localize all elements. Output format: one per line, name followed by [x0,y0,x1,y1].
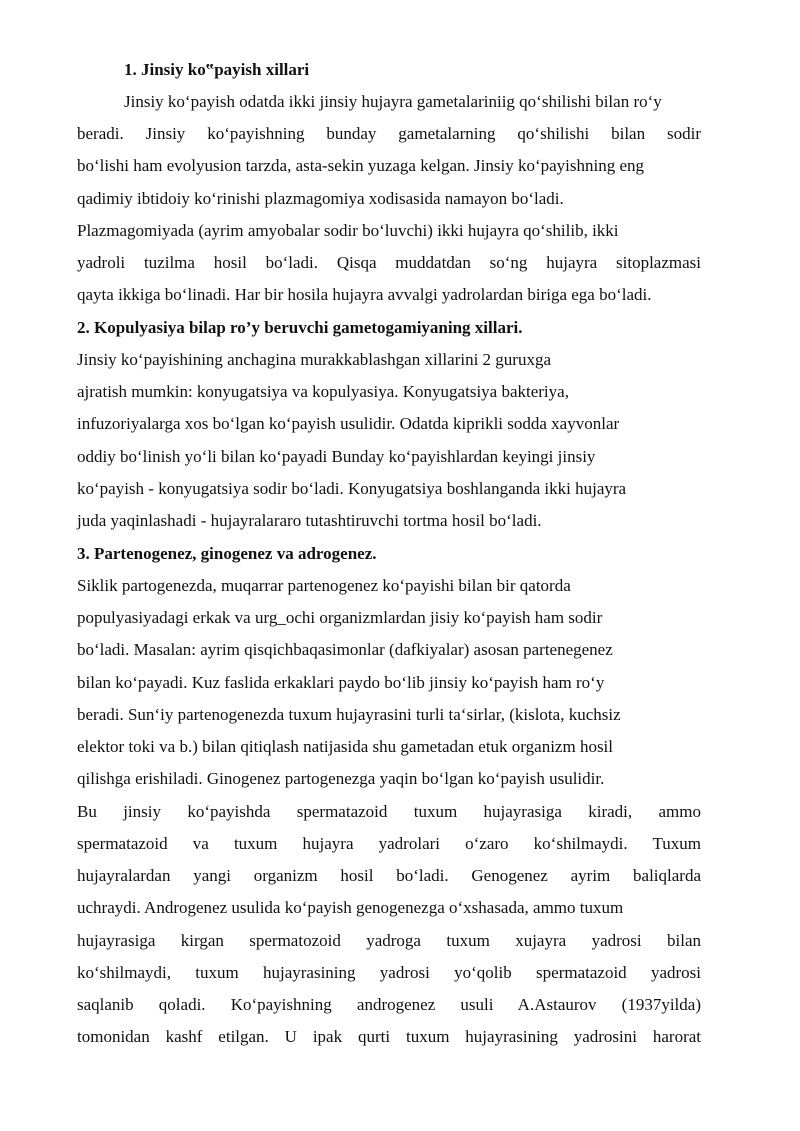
paragraph-line: ajratish mumkin: konyugatsiya va kopulyasiya. Konyugatsiya bakteriya, [77,382,569,401]
section-heading-3: 3. Partenogenez, ginogenez va adrogenez. [77,544,377,563]
paragraph-line: juda yaqinlashadi - hujayralararo tutashtiruvchi tortma hosil bo‘ladi. [77,511,542,530]
paragraph-line: bo‘ladi. Masalan: ayrim qisqichbaqasimonlar (dafkiyalar) asosan partenegenez [77,640,613,659]
paragraph-line: populyasiyadagi erkak va urg_ochi organizmlardan jisiy ko‘payish ham sodir [77,608,603,627]
section-heading-1: 1. Jinsiy ko‟payish xillari [124,60,310,79]
paragraph-line: ko‘shilmaydi, tuxum hujayrasining yadrosi yo‘qolib spermatazoid yadrosi [77,963,701,982]
paragraph-line: qadimiy ibtidoiy ko‘rinishi plazmagomiya xodisasida namayon bo‘ladi. [77,189,564,208]
paragraph-line: saqlanib qoladi. Ko‘payishning androgenez usuli A.Astaurov (1937yilda) [77,995,701,1014]
paragraph-line: Bu jinsiy ko‘payishda spermatazoid tuxum hujayrasiga kiradi, ammo [77,802,701,821]
paragraph-line: beradi. Jinsiy ko‘payishning bunday gametalarning qo‘shilishi bilan sodir [77,124,701,143]
paragraph-line: Plazmagomiyada (ayrim amyobalar sodir bo‘luvchi) ikki hujayra qo‘shilib, ikki [77,221,619,240]
section-heading-2: 2. Kopulyasiya bilap ro’y beruvchi gametogamiyaning xillari. [77,318,523,337]
paragraph-line: beradi. Sun‘iy partenogenezda tuxum hujayrasini turli ta‘sirlar, (kislota, kuchsiz [77,705,621,724]
paragraph-line: bo‘lishi ham evolyusion tarzda, asta-sekin yuzaga kelgan. Jinsiy ko‘payishning eng [77,156,645,175]
paragraph-line: qilishga erishiladi. Ginogenez partogenezga yaqin bo‘lgan ko‘payish usulidir. [77,769,605,788]
paragraph-line: Jinsiy ko‘payish odatda ikki jinsiy hujayra gametalariniig qo‘shilishi bilan ro‘y [124,92,662,111]
paragraph-line: yadroli tuzilma hosil bo‘ladi. Qisqa muddatdan so‘ng hujayra sitoplazmasi [77,253,701,272]
paragraph-line: spermatazoid va tuxum hujayra yadrolari o‘zaro ko‘shilmaydi. Tuxum [77,834,701,853]
paragraph-line: elektor toki va b.) bilan qitiqlash natijasida shu gametadan etuk organizm hosil [77,737,614,756]
paragraph-line: ko‘payish - konyugatsiya sodir bo‘ladi. Konyugatsiya boshlanganda ikki hujayra [77,479,627,498]
paragraph-line: hujayrasiga kirgan spermatozoid yadroga tuxum xujayra yadrosi bilan [77,931,701,950]
paragraph-line: Jinsiy ko‘payishining anchagina murakkablashgan xillarini 2 guruxga [77,350,552,369]
paragraph-line: bilan ko‘payadi. Kuz faslida erkaklari paydo bo‘lib jinsiy ko‘payish ham ro‘y [77,673,605,692]
paragraph-line: qayta ikkiga bo‘linadi. Har bir hosila hujayra avvalgi yadrolardan biriga ega bo‘ladi. [77,285,652,304]
paragraph-line: infuzoriyalarga xos bo‘lgan ko‘payish usulidir. Odatda kiprikli sodda xayvonlar [77,414,620,433]
paragraph-line: oddiy bo‘linish yo‘li bilan ko‘payadi Bunday ko‘payishlardan keyingi jinsiy [77,447,596,466]
paragraph-line: uchraydi. Androgenez usulida ko‘payish genogenezga o‘xshasada, ammo tuxum [77,898,624,917]
paragraph-line: Siklik partogenezda, muqarrar partenogenez ko‘payishi bilan bir qatorda [77,576,571,595]
paragraph-line: hujayralardan yangi organizm hosil bo‘ladi. Genogenez ayrim baliqlarda [77,866,701,885]
paragraph-line: tomonidan kashf etilgan. U ipak qurti tuxum hujayrasining yadrosini harorat [77,1027,701,1046]
